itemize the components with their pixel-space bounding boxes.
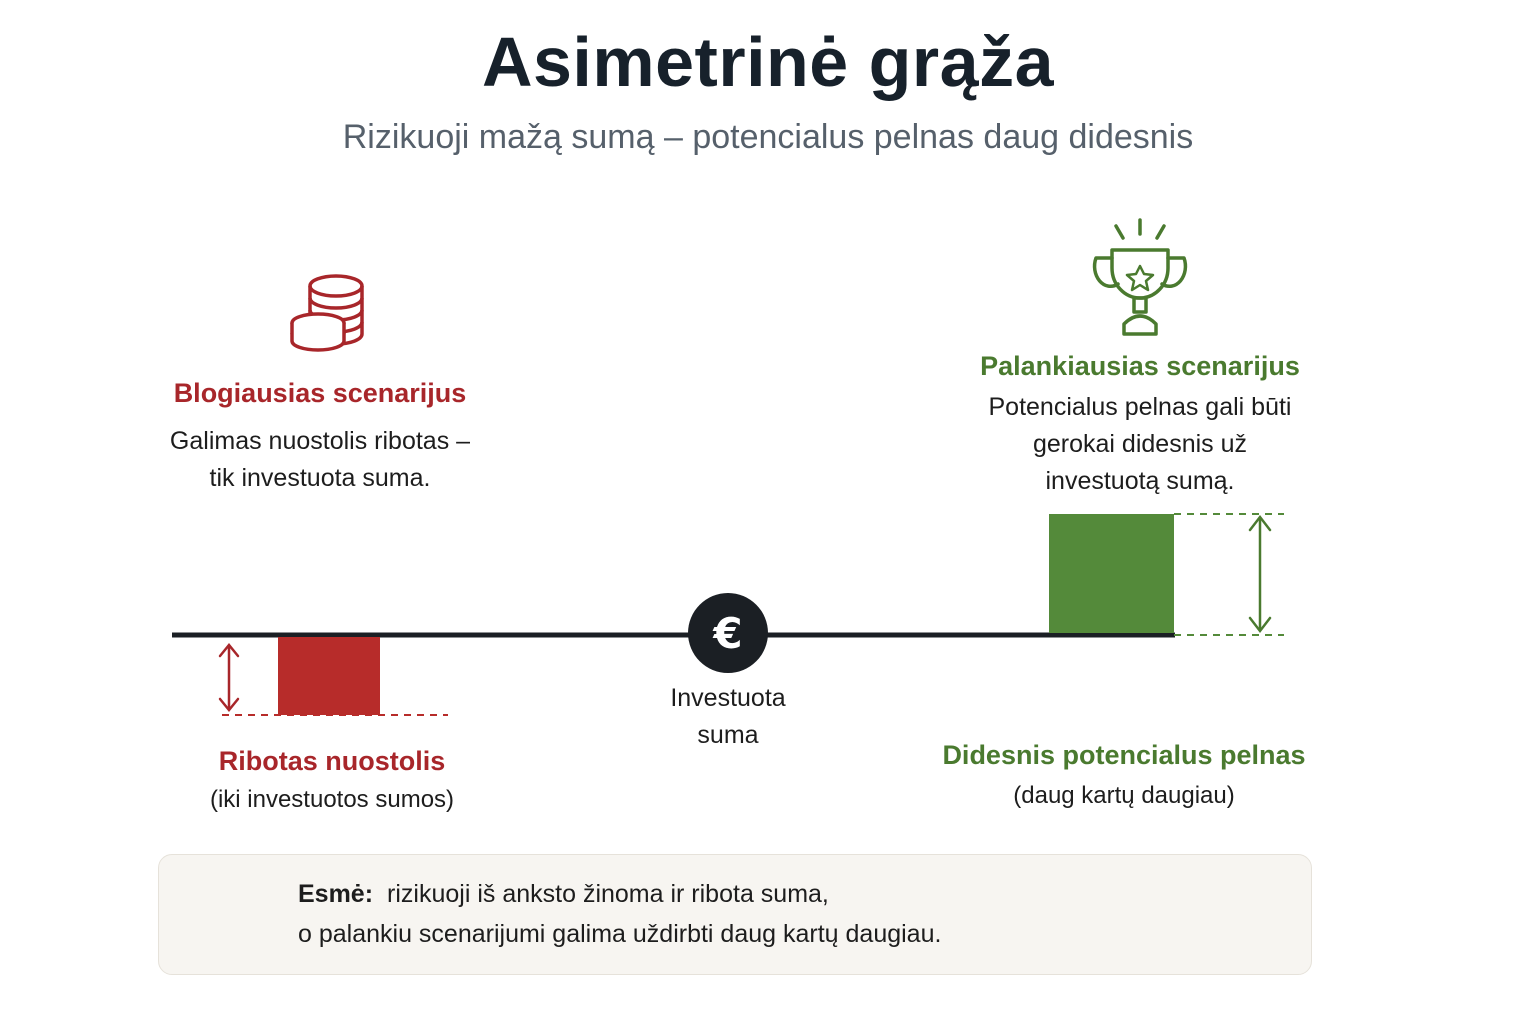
euro-icon bbox=[688, 593, 768, 673]
callout-line-2: o palankiu scenarijumi galima uždirbti daug kartų daugiau. bbox=[298, 920, 942, 948]
worst-line-1: Galimas nuostolis ribotas – bbox=[169, 427, 471, 455]
callout-label: Esmė: bbox=[298, 880, 374, 908]
loss-sublabel: (iki investuotos sumos) bbox=[209, 786, 455, 813]
page-subtitle: Rizikuoji mažą sumą – potencialus pelnas daug didesnis bbox=[342, 118, 1194, 156]
loss-label: Ribotas nuostolis bbox=[218, 746, 446, 776]
key-point-callout bbox=[158, 854, 1312, 975]
invested-line-1: Investuota bbox=[670, 684, 786, 712]
callout-text-1: rizikuoji iš anksto žinoma ir ribota suma, bbox=[387, 880, 829, 908]
loss-arrow bbox=[220, 645, 238, 710]
page-title: Asimetrinė grąža bbox=[481, 23, 1055, 101]
gain-bar bbox=[1049, 514, 1174, 633]
best-description bbox=[920, 389, 1360, 500]
coins-stack-icon bbox=[292, 276, 362, 350]
invested-line-2: suma bbox=[697, 721, 759, 749]
loss-bar bbox=[278, 637, 380, 715]
best-line-3: investuotą sumą. bbox=[1045, 467, 1235, 495]
best-line-2: gerokai didesnis už bbox=[1032, 430, 1247, 458]
gain-arrow bbox=[1250, 517, 1270, 631]
best-line-1: Potencialus pelnas gali būti bbox=[988, 393, 1292, 421]
worst-description bbox=[100, 423, 540, 497]
gain-label: Didesnis potencialus pelnas bbox=[942, 740, 1306, 770]
worst-line-2: tik investuota suma. bbox=[209, 464, 431, 492]
callout-line-1 bbox=[298, 880, 829, 909]
gain-sublabel: (daug kartų daugiau) bbox=[1013, 782, 1235, 809]
svg-text:€: € bbox=[713, 609, 743, 658]
best-heading: Palankiausias scenarijus bbox=[980, 351, 1300, 381]
invested-amount-label bbox=[628, 680, 828, 754]
worst-heading: Blogiausias scenarijus bbox=[173, 378, 467, 408]
trophy-icon bbox=[1095, 220, 1186, 334]
